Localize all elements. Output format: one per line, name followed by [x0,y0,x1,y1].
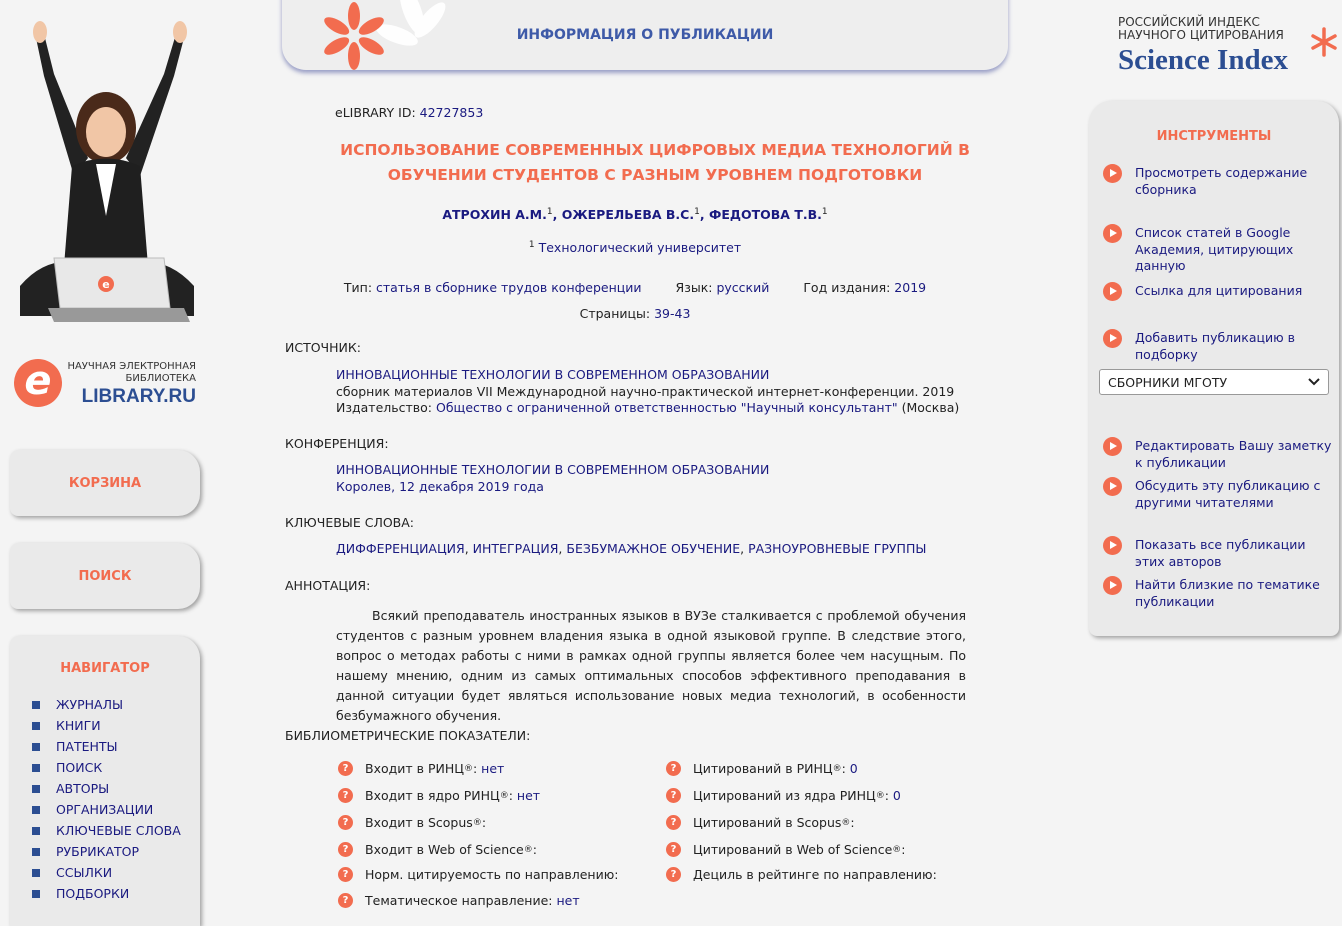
pub-language: русский [716,280,770,295]
collection-select[interactable]: СБОРНИКИ МГОТУ [1099,369,1329,395]
author-link[interactable]: ФЕДОТОВА Т.В. [708,207,822,223]
author-link[interactable]: АТРОХИН А.М. [442,207,547,223]
chevron-down-icon [1308,378,1320,386]
metric-in-rinc: ? Входит в РИНЦ ® : нет [338,761,504,776]
svg-text:e: e [102,278,110,291]
keyword-link[interactable]: ИНТЕГРАЦИЯ [472,541,559,556]
play-arrow-icon [1103,164,1122,183]
metric-citations-rinc: ? Цитирований в РИНЦ ® : 0 [666,761,858,776]
play-arrow-icon [1103,477,1122,496]
play-arrow-icon [1103,576,1122,595]
nav-item-organizations[interactable]: ОРГАНИЗАЦИИ [32,799,200,820]
logo-brand: LIBRARY.RU [81,386,196,407]
tool-author-publications[interactable]: Показать все публикации этих авторов [1103,537,1333,570]
tool-similar-publications[interactable]: Найти близкие по тематике публикации [1103,577,1333,610]
nav-item-authors[interactable]: АВТОРЫ [32,778,200,799]
bullet-icon [32,701,40,709]
pub-pages: 39-43 [654,306,691,321]
bullet-icon [32,806,40,814]
conference-title-link[interactable]: ИННОВАЦИОННЫЕ ТЕХНОЛОГИИ В СОВРЕМЕННОМ ОБРАЗОВАНИИ [336,462,770,477]
page-header [282,0,1008,70]
science-index-brand: Science Index [1118,44,1288,76]
elibrary-e-icon: e [14,359,62,407]
left-column [0,0,215,911]
metric-citations-rinc-core: ? Цитирований из ядра РИНЦ ® : 0 [666,788,901,803]
conference-body [336,462,769,495]
science-index-logo[interactable] [1118,16,1338,80]
affiliation: $^1$ Технологический университет [528,240,742,256]
nav-item-journals[interactable]: ЖУРНАЛЫ [32,694,200,715]
help-icon[interactable]: ? [666,788,681,803]
tool-citation-link[interactable]: Ссылка для цитирования [1103,283,1333,302]
nav-item-search[interactable]: ПОИСК [32,757,200,778]
help-icon[interactable]: ? [338,867,353,882]
play-arrow-icon [1103,329,1122,348]
metric-in-wos: ? Входит в Web of Science ® : [338,842,537,857]
publication-title: ИСПОЛЬЗОВАНИЕ СОВРЕМЕННЫХ ЦИФРОВЫХ МЕДИА ТЕХНОЛОГИЙ В ОБУЧЕНИИ СТУДЕНТОВ С РАЗНЫМ УРОВНЕМ ПОДГОТОВКИ [340,141,970,184]
nav-item-keywords[interactable]: КЛЮЧЕВЫЕ СЛОВА [32,820,200,841]
source-title-link[interactable]: ИННОВАЦИОННЫЕ ТЕХНОЛОГИИ В СОВРЕМЕННОМ ОБРАЗОВАНИИ [336,367,770,382]
conference-heading: КОНФЕРЕНЦИЯ: [285,436,389,451]
cart-button[interactable]: КОРЗИНА [10,450,200,516]
tool-discuss[interactable]: Обсудить эту публикацию с другими читателями [1103,478,1333,511]
nav-item-rubricator[interactable]: РУБРИКАТОР [32,841,200,862]
metric-thematic-direction: ? Тематическое направление: нет [338,893,580,908]
navigator-panel [10,636,200,926]
pages-line: Страницы: 39-43 [579,306,691,321]
logo-subtitle: НАУЧНАЯ ЭЛЕКТРОННАЯ БИБЛИОТЕКА [67,361,196,384]
elibrary-logo[interactable] [14,357,200,413]
keywords-list: ДИФФЕРЕНЦИАЦИЯ, ИНТЕГРАЦИЯ, БЕЗБУМАЖНОЕ ОБУЧЕНИЕ, РАЗНОУРОВНЕВЫЕ ГРУППЫ [336,541,927,556]
play-arrow-icon [1103,282,1122,301]
elibrary-id: eLIBRARY ID: 42727853 [335,105,484,120]
type-language-year: Тип: статья в сборнике трудов конференции Язык: русский Год издания: 2019 [343,280,927,295]
metric-citations-scopus: ? Цитирований в Scopus ® : [666,815,855,830]
source-heading: ИСТОЧНИК: [285,340,361,355]
help-icon[interactable]: ? [666,815,681,830]
conference-place-date: Королев, 12 декабря 2019 года [336,478,544,494]
keyword-link[interactable]: ДИФФЕРЕНЦИАЦИЯ [336,541,465,556]
bullet-icon [32,890,40,898]
bullet-icon [32,743,40,751]
publisher-link[interactable]: Общество с ограниченной ответственностью "Научный консультант" [436,400,898,415]
navigator-title: НАВИГАТОР [60,661,150,676]
affiliation-link[interactable]: Технологический университет [538,240,742,256]
page-title: ИНФОРМАЦИЯ О ПУБЛИКАЦИИ [516,27,774,43]
bullet-icon [32,869,40,877]
help-icon[interactable]: ? [338,788,353,803]
play-arrow-icon [1103,437,1122,456]
tool-edit-note[interactable]: Редактировать Вашу заметку к публикации [1103,438,1333,471]
nav-item-patents[interactable]: ПАТЕНТЫ [32,736,200,757]
bullet-icon [32,785,40,793]
bullet-icon [32,848,40,856]
asterisk-icon [1308,26,1340,58]
nav-item-collections[interactable]: ПОДБОРКИ [32,883,200,904]
nav-item-books[interactable]: КНИГИ [32,715,200,736]
help-icon[interactable]: ? [338,761,353,776]
bullet-icon [32,722,40,730]
tool-google-scholar[interactable]: Список статей в Google Академия, цитирующих данную [1103,225,1333,275]
help-icon[interactable]: ? [338,893,353,908]
elibrary-id-value[interactable]: 42727853 [419,105,484,120]
annotation-text: Всякий преподаватель иностранных языков в ВУЗе сталкивается с проблемой обучения студентов с разным уровнем владения языка в одной языковой группе. В следствие этого, вопрос о методах работы с ними в рамках одной группы является более чем насущным. По нашему мнению, одним из самых оптимальных способов эффективного преподавания в данной ситуации будет являться использование новых медиа технологий, в особенности безбумажного обучения. [336,608,966,723]
metric-decile: ? Дециль в рейтинге по направлению: [666,867,937,882]
keywords-heading: КЛЮЧЕВЫЕ СЛОВА: [285,515,415,530]
tool-add-to-collection[interactable]: Добавить публикацию в подборку [1103,330,1333,363]
metric-in-rinc-core: ? Входит в ядро РИНЦ ® : нет [338,788,540,803]
bullet-icon [32,827,40,835]
tool-view-contents[interactable]: Просмотреть содержание сборника [1103,165,1333,198]
help-icon[interactable]: ? [666,842,681,857]
search-button[interactable]: ПОИСК [10,543,200,609]
keyword-link[interactable]: РАЗНОУРОВНЕВЫЕ ГРУППЫ [748,541,927,556]
author-link[interactable]: ОЖЕРЕЛЬЕВА В.С. [561,207,695,223]
hero-illustration [14,16,200,328]
help-icon[interactable]: ? [666,761,681,776]
tools-panel [1089,101,1339,636]
biblio-heading: БИБЛИОМЕТРИЧЕСКИЕ ПОКАЗАТЕЛИ: [285,728,531,743]
help-icon[interactable]: ? [666,867,681,882]
source-description: сборник материалов VII Международной научно-практической интернет-конференции. 2019 [336,383,955,399]
pub-year: 2019 [894,280,927,295]
help-icon[interactable]: ? [338,842,353,857]
tools-title: ИНСТРУМЕНТЫ [1156,129,1272,144]
annotation-heading: АННОТАЦИЯ: [285,578,371,593]
authors-line: АТРОХИН А.М.$^1$, ОЖЕРЕЛЬЕВА В.С.$^1$, ФЕДОТОВА Т.В.$^1$ [442,207,828,223]
metric-norm-citation: ? Норм. цитируемость по направлению: [338,867,618,882]
keyword-link[interactable]: БЕЗБУМАЖНОЕ ОБУЧЕНИЕ [566,541,741,556]
play-arrow-icon [1103,536,1122,555]
play-arrow-icon [1103,224,1122,243]
nav-item-links[interactable]: ССЫЛКИ [32,862,200,883]
metric-citations-wos: ? Цитирований в Web of Science ® : [666,842,906,857]
bullet-icon [32,764,40,772]
metric-in-scopus: ? Входит в Scopus ® : [338,815,486,830]
help-icon[interactable]: ? [338,815,353,830]
science-index-subtitle: РОССИЙСКИЙ ИНДЕКС НАУЧНОГО ЦИТИРОВАНИЯ [1118,15,1284,42]
pub-type: статья в сборнике трудов конференции [376,280,642,295]
source-body: ИННОВАЦИОННЫЕ ТЕХНОЛОГИИ В СОВРЕМЕННОМ ОБРАЗОВАНИИ сборник материалов VII Международной научно-практической интернет-конференции. 2019 Издательство: Общество с ограниченной ответственностью "Научный консультант" (Москва) [336,367,960,415]
